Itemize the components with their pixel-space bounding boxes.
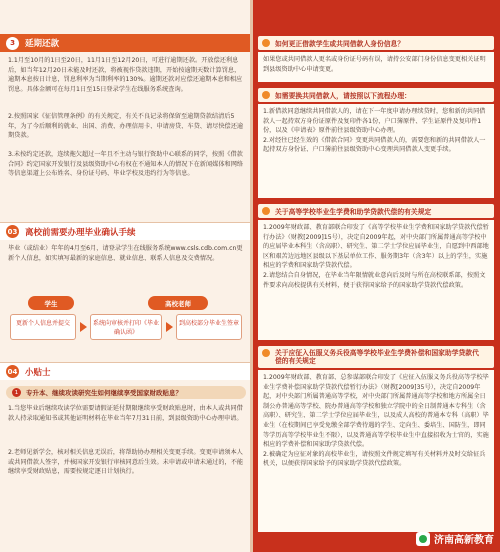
flow-step-print-confirm: 系统向审核并打印《毕业确认函》 [90,314,162,340]
flow-arrow-2 [166,322,173,332]
right-body-identity [258,52,494,82]
right-heading-identity [258,36,494,50]
tip-question-text: 专升本、继续攻读研究生如何继续享受国家财政贴息？ [26,389,182,397]
tip-item-2: 2.老师见新学会，核对相关信息无误后，将帮助协办理相关变更手续。变更申请须本人或共同借款人签字，并核国家开发银行审核同意后生效。未申请或申请未通过的，不能继续享受财政贴息，需要按规定逐日计划执行。 [8,449,244,476]
right-heading-text: 如何更正借款学生或共同借款人身份信息？ [275,40,405,48]
column-divider [250,0,253,552]
right-body-tuition-compensation [258,220,494,340]
right-heading-text: 关于应征入伍服义务兵役高等学校毕业生学费补偿和国家助学贷款代偿的有关规定 [275,349,479,365]
tip-item-1: 1.当您毕业后继续攻读学位需要请假证延付期限继续享受财政贴息时，由本人或共同借款人持录取通知书或其他证明材料在毕业当年7月31日前，到县级资助中心办理申请。 [8,405,243,422]
wechat-logo-icon [416,532,430,546]
section-title: 延期还款 [25,39,60,49]
right-body-text: 1.2009年财政部、教育部联合印发了《高等学校毕业生学费和国家助学贷款代偿暂行办法》（财教[2009]15号），决定自2009年起，对中央部门所属普通高等学校中的应届毕业本科生（含高职）、研究生、第二学士学位应届毕业生，自愿到中西部地区和艰苦边远地区县级以下基层单位工作、服务期3年（含3年）以上的学生，实施相应的学费和国家助学贷款代偿。 2.请您结合自身情况，在毕业当年限情就业意向后及时与所在高校联系部，按照文件要求向高校提供有关材料，便于获得国家给予的国家助学贷款代偿政策。 [263,224,489,289]
flow-step-sign: 到高校部分毕业生签章 [176,314,242,340]
section-header-tips [0,362,250,380]
watermark [416,531,494,546]
tip-question-number: 1 [12,388,21,397]
right-heading-text: 如需要换共同借款人，请按照以下流程办理： [275,92,411,100]
graduation-text: 毕业（或结业）年年的4月至6月，请登录学生在线服务系统www.csls.cdb.com.cn更新个人信息，如实填写最新的家庭信息、就业信息、联系人信息及交费情况。 [8,245,243,262]
right-body-military [258,370,494,532]
bullet-icon [262,91,270,99]
right-body-text: 1.新借款同意继续共同借款人的，请在下一年度申请办理续贷时，您和新的共同借款人一起持双方身份证原件及复印件各1份，户口簿原件、学生证原件及复印件1份，以及《申请表》原件前往县级资助中心办理。 2.对经往已经生效的《借款合同》变更共同借款人的，需要您和新的共同借款人一起持双方身份证、户口簿前往县级资助中心变理共同借款人变更手续。 [263,108,486,154]
tip-question [6,386,246,399]
bullet-icon [262,349,270,357]
section-number: 04 [6,365,19,378]
section-header-graduation [0,222,250,240]
flow-teacher-label: 高校老师 [148,296,208,310]
flow-arrow-1 [80,322,87,332]
section-title: 小贴士 [25,367,51,378]
bullet-icon [262,39,270,47]
right-body-text: 如果您或共同借款人更名或身份证号码有误，请持公安部门身份信息变更相关证明到县级资助中心申请变更。 [263,56,486,73]
section-header-late-repayment [0,34,250,52]
right-heading-tuition-compensation [258,204,494,218]
right-heading-military [258,346,494,368]
right-heading-text: 关于高等学校毕业生学费和助学贷款代偿的有关规定 [275,208,432,216]
section-number: 03 [6,225,19,238]
late-repayment-item-1: 1.1月至10月的1日至20日，11月1日至12月20日，可进行逾期还款。开放偿还利息后，如当年12月20日未能及时还款，将被视作贷款违期，开始按逾期天数计算罚息，逾期本息按日计息，罚息利率为当期利率的130%。逾期还款对应偿还逾期本息和相应罚息。具体金额可在每月1日至15日登录学生在线服务系统查询。 [8,57,243,93]
late-repayment-item-2: 2.按照国家《征信管理条例》的有关规定，有关不良记录将保留至逾期贷款结清后5年，为了今后顺利的就业、出国、消费、办理信用卡、申请房贷、车贷、请尽快偿还逾期贷款。 [8,113,244,140]
right-body-change-coborrower [258,104,494,198]
section-number: 3 [6,37,19,50]
flow-step-update-info: 更新个人信息并提交 [10,314,76,340]
section-title: 离校前需要办理毕业确认手续 [25,227,136,238]
late-repayment-item-3: 3.未按约定还款，连续拖欠超过一年且不主动与银行资助中心联系的同学，按照《借款合同》约定国家开发银行及县级资助中心有权在不通知本人的情况下在新闻媒体和网络等信息渠道上公布姓名、身份证号码、毕业学校及违约行为等信息。 [8,151,244,178]
right-heading-change-coborrower [258,88,494,102]
bullet-icon [262,207,270,215]
flow-student-label: 学生 [28,296,74,310]
right-body-text: 1.2009年财政部、教育部、总参谋部联合印发了《应征入伍服义务兵役高等学校毕业生学费补偿国家助学贷款代偿暂行办法》（财教[2009]35号），决定自2009年起，对中央部门所属普通高等学校，对中央部门所属普通高等学校和地方所属全日制公办普通高等学校、院办普通高等学校和独立学院中的全日制普通本专科生（含高职）、研究生、第二学士学位应届毕业生，以及成人高校的普通本专科（高职）毕业生（在校期间已享受免缴全部学费待遇的学生、定向生、委培生、国防生，即同等学历高等学校毕业生不限），以及普通高等学校毕业生中直接招收为士官的，实施相应的学费补偿和国家助学贷款代偿。 2.被确定为应征对象的高校毕业生，请按照文件规定填写有关材料并及时交给征兵机关，以便获得国家给予的国家助学贷款代偿政策。 [263,374,489,468]
watermark-text: 济南高新教育 [434,535,494,546]
